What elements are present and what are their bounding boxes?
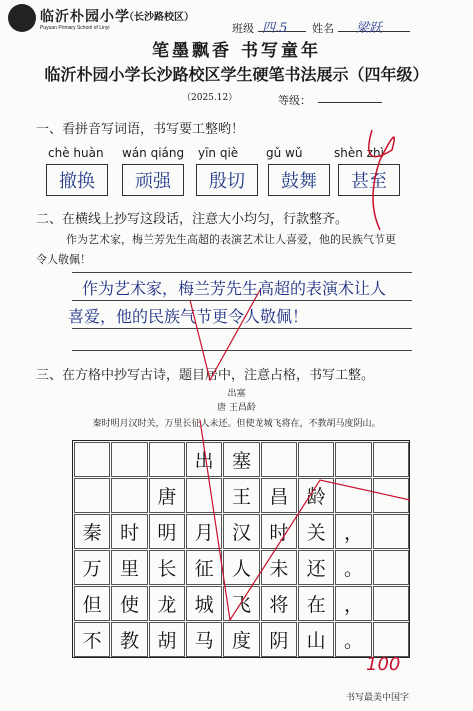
red-mark-3 <box>190 290 260 380</box>
grid-cell: 使 <box>111 586 147 621</box>
grid-cell: 龄 <box>298 478 334 513</box>
footer-slogan: 书写最美中国字 <box>346 693 410 703</box>
grid-cell: 飞 <box>223 586 259 621</box>
title-main: 笔墨飘香 书写童年 <box>152 41 321 61</box>
grid-cell: 汉 <box>223 514 259 549</box>
red-mark-2 <box>200 420 410 620</box>
grid-cell: 秦 <box>74 514 110 549</box>
pinyin-4: gǔ wǔ <box>266 146 303 160</box>
class-label: 班级 <box>232 22 254 35</box>
class-value: 四.5 <box>262 21 288 36</box>
grid-cell: 在 <box>298 586 334 621</box>
copy-prompt-line1: 作为艺术家，梅兰芳先生高超的表演艺术让人喜爱，他的民族气节更 <box>66 233 396 246</box>
grid-cell: 长 <box>149 550 185 585</box>
poem-author: 唐 王昌龄 <box>217 403 256 413</box>
grid-cell: 王 <box>223 478 259 513</box>
grid-cell: 里 <box>111 550 147 585</box>
grid-cell: 万 <box>74 550 110 585</box>
grid-cell: 时 <box>261 514 297 549</box>
grid-cell: 城 <box>186 586 222 621</box>
poem-text: 秦时明月汉时关，万里长征人未还。但使龙城飞将在，不教胡马度阴山。 <box>92 419 381 429</box>
name-label: 姓名 <box>312 22 334 35</box>
grid-cell: 明 <box>149 514 185 549</box>
answer-5: 甚至 <box>351 171 387 192</box>
grid-cell: 唐 <box>149 478 185 513</box>
grid-cell: 出 <box>186 442 222 477</box>
grid-cell: 月 <box>186 514 222 549</box>
answer-3: 殷切 <box>209 171 245 192</box>
grid-cell: ， <box>335 514 371 549</box>
grid-cell: 阴 <box>261 622 297 657</box>
grid-cell: 不 <box>74 622 110 657</box>
grid-cell: 时 <box>111 514 147 549</box>
pinyin-3: yīn qiè <box>198 146 239 160</box>
grid-cell: 。 <box>335 622 371 657</box>
pinyin-2: wán qiáng <box>122 146 185 160</box>
grid-cell: 胡 <box>149 622 185 657</box>
school-name: 临沂朴园小学 <box>40 9 130 25</box>
poem-title: 出塞 <box>227 389 246 399</box>
score-mark: 100 <box>366 654 401 675</box>
answer-1: 撤换 <box>59 171 95 192</box>
grid-cell: 教 <box>111 622 147 657</box>
grid-cell: 马 <box>186 622 222 657</box>
grid-cell: 征 <box>186 550 222 585</box>
section1-heading: 一、看拼音写词语，书写要工整哟！ <box>36 122 245 137</box>
grid-cell: 未 <box>261 550 297 585</box>
name-value: 梁跃 <box>356 21 383 36</box>
pinyin-1: chè huàn <box>48 146 104 160</box>
grid-cell: 龙 <box>149 586 185 621</box>
campus-label: （长沙路校区） <box>124 12 194 23</box>
grid-cell: 将 <box>261 586 297 621</box>
pinyin-5: shèn zhì <box>334 146 384 160</box>
grid-cell: 山 <box>298 622 334 657</box>
answer-2: 顽强 <box>135 171 171 192</box>
grid-cell: 度 <box>223 622 259 657</box>
grid-cell: 人 <box>223 550 259 585</box>
grade-label: 等级： <box>278 94 311 107</box>
handwritten-line1: 作为艺术家，梅兰芳先生高超的表演术让人 <box>82 279 387 298</box>
section3-heading: 三、在方格中抄写古诗，题目居中，注意占格，书写工整。 <box>36 368 375 383</box>
grid-cell: 但 <box>74 586 110 621</box>
handwritten-line2: 喜爱，他的民族气节更令人敬佩！ <box>68 307 309 326</box>
grid-cell: 。 <box>335 550 371 585</box>
date-label: （2025.12） <box>182 93 238 103</box>
title-sub: 临沂朴园小学长沙路校区学生硬笔书法展示（四年级） <box>44 65 429 84</box>
grid-cell: 还 <box>298 550 334 585</box>
grid-cell: 昌 <box>261 478 297 513</box>
grid-cell: ， <box>335 586 371 621</box>
school-name-en: Puyuan Primary School of Linyi <box>40 25 110 31</box>
grid-cell: 塞 <box>223 442 259 477</box>
grid-cell: 关 <box>298 514 334 549</box>
section2-heading: 二、在横线上抄写这段话，注意大小均匀，行款整齐。 <box>36 212 349 227</box>
answer-4: 鼓舞 <box>281 171 317 192</box>
red-mark-1 <box>369 130 395 230</box>
copy-prompt-line2: 令人敬佩！ <box>36 253 91 266</box>
